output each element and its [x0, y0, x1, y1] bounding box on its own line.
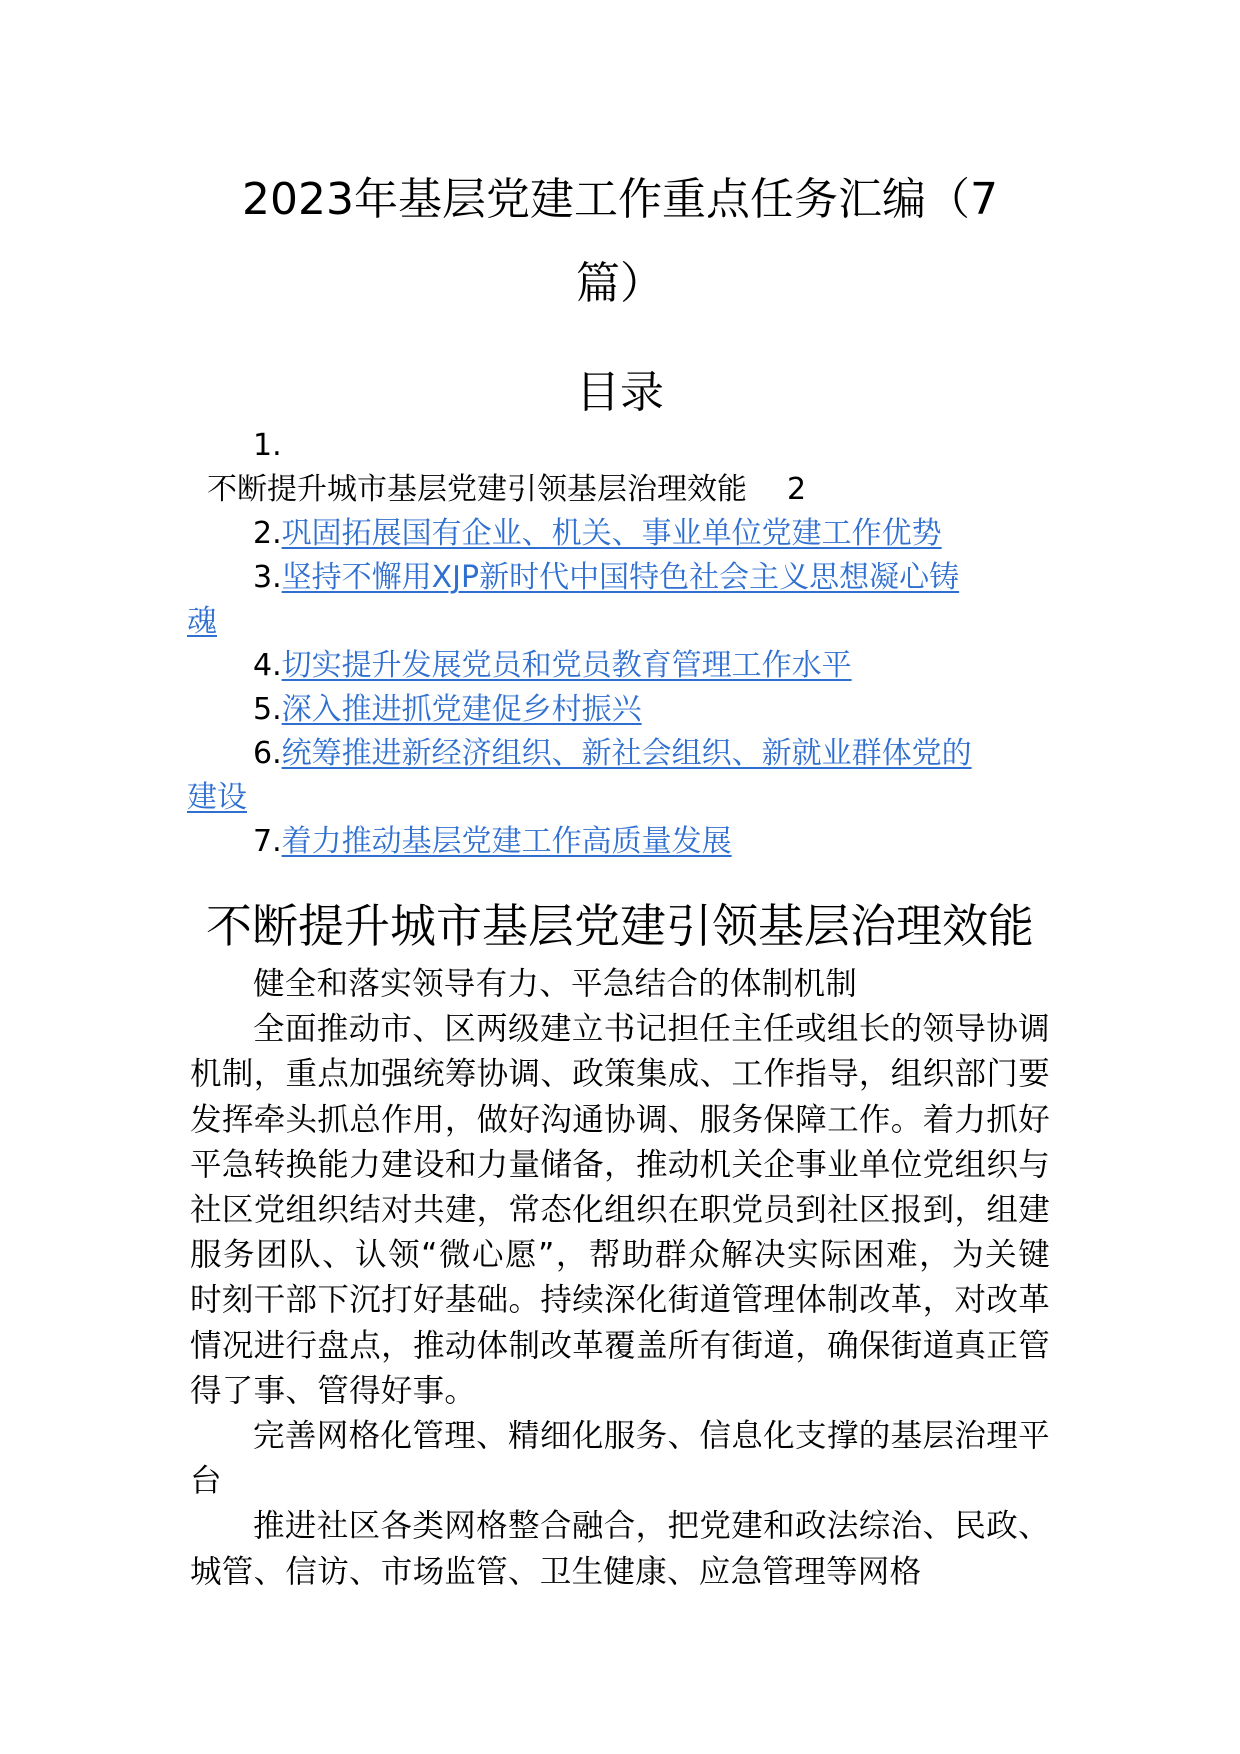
toc-item-6-link-continued[interactable]: 建设	[187, 780, 247, 815]
toc-item-2[interactable]	[253, 512, 942, 556]
paragraph-1: 全面推动市、区两级建立书记担任主任或组长的领导协调机制，重点加强统筹协调、政策集成、工作指导，组织部门要发挥牵头抓总作用，做好沟通协调、服务保障工作。着力抓好平急转换能力建设和力量储备，推动机关企事业单位党组织与社区党组织结对共建，常态化组织在职党员到社区报到，组建服务团队、认领“微心愿”，帮助群众解决实际困难，为关键时刻干部下沉打好基础。持续深化街道管理体制改革，对改革情况进行盘点，推动体制改革覆盖所有街道，确保街道真正管得了事、管得好事。	[190, 1011, 1050, 1409]
document-title-line1: 2023年基层党建工作重点任务汇编（7	[242, 174, 998, 225]
toc-item-6-link[interactable]: 统筹推进新经济组织、新社会组织、新就业群体党的	[281, 736, 972, 771]
toc-item-6-number: 6.	[253, 736, 282, 771]
paragraph-2: 推进社区各类网格整合融合，把党建和政法综治、民政、城管、信访、市场监管、卫生健康、应急管理等网格	[190, 1508, 1050, 1590]
section-heading: 不断提升城市基层党建引领基层治理效能	[206, 899, 1034, 953]
toc-item-1-page: 2	[787, 472, 807, 507]
section-body	[190, 962, 1050, 1595]
toc-item-1-number: 1.	[253, 428, 282, 463]
toc-item-5-number: 5.	[253, 692, 282, 727]
toc-item-7[interactable]	[253, 820, 732, 864]
toc-item-4[interactable]	[253, 644, 852, 688]
toc-item-2-number: 2.	[253, 516, 282, 551]
toc-item-3-number: 3.	[253, 560, 282, 595]
toc-heading: 目录	[576, 367, 664, 418]
toc-item-1[interactable]	[207, 468, 806, 512]
toc-item-5[interactable]	[253, 688, 642, 732]
toc-item-7-link[interactable]: 着力推动基层党建工作高质量发展	[281, 824, 732, 859]
toc-item-2-link[interactable]: 巩固拓展国有企业、机关、事业单位党建工作优势	[281, 516, 942, 551]
subheading-2: 完善网格化管理、精细化服务、信息化支撑的基层治理平台	[190, 1418, 1050, 1500]
toc-item-6-continued[interactable]	[187, 776, 247, 820]
toc-item-3-continued[interactable]	[187, 600, 217, 644]
document-title-line2: 篇）	[576, 258, 664, 309]
toc-item-3[interactable]	[253, 556, 959, 600]
toc-item-6[interactable]	[253, 732, 972, 776]
toc-item-1-label: 不断提升城市基层党建引领基层治理效能	[207, 472, 747, 507]
toc-item-3-link-continued[interactable]: 魂	[187, 604, 217, 639]
toc-item-4-number: 4.	[253, 648, 282, 683]
toc-item-7-number: 7.	[253, 824, 282, 859]
toc-item-5-link[interactable]: 深入推进抓党建促乡村振兴	[281, 692, 642, 727]
subheading-1: 健全和落实领导有力、平急结合的体制机制	[253, 966, 858, 1002]
toc-item-4-link[interactable]: 切实提升发展党员和党员教育管理工作水平	[281, 648, 852, 683]
toc-item-3-link[interactable]: 坚持不懈用XJP新时代中国特色社会主义思想凝心铸	[281, 560, 960, 595]
